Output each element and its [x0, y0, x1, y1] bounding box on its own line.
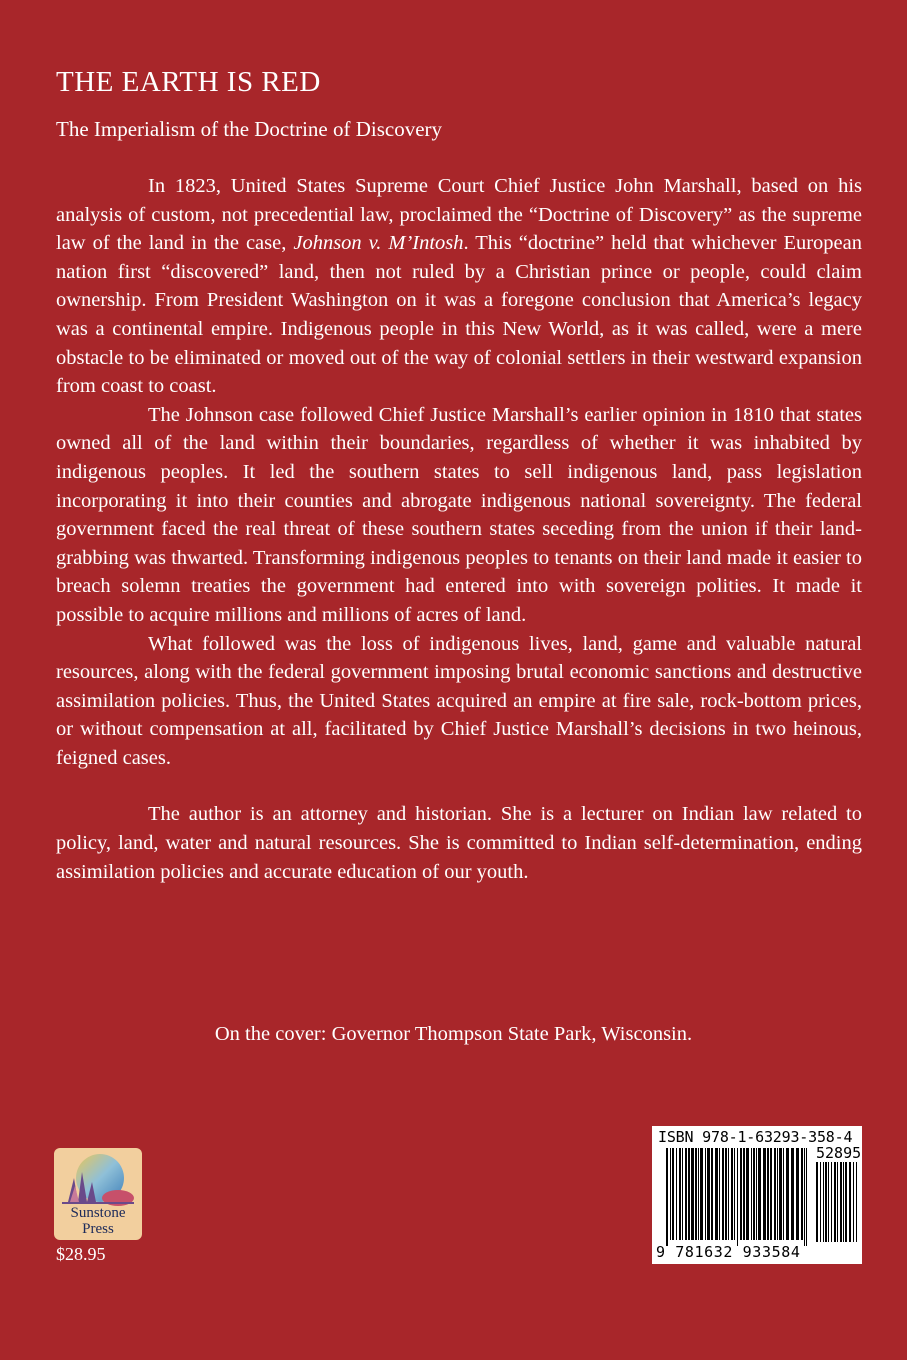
barcode-bar — [849, 1162, 851, 1242]
barcode-bar — [767, 1148, 769, 1240]
barcode-bar — [751, 1148, 752, 1240]
barcode-bar — [698, 1148, 699, 1240]
barcode-bar — [779, 1148, 782, 1240]
barcode-bar — [731, 1148, 733, 1240]
barcode-bar — [753, 1148, 755, 1240]
barcode-bar — [777, 1148, 778, 1240]
cover-photo-caption: On the cover: Governor Thompson State Park, Wisconsin. — [214, 1023, 693, 1045]
barcode-bar — [806, 1148, 807, 1246]
barcode-bar — [688, 1148, 690, 1240]
barcode-bar — [740, 1148, 742, 1240]
barcode-bar — [791, 1148, 794, 1240]
barcode-bar — [837, 1162, 838, 1242]
barcode-bar — [828, 1162, 829, 1242]
barcode-bar — [719, 1148, 720, 1240]
barcode-bar — [845, 1162, 847, 1242]
barcode-bar — [737, 1148, 738, 1246]
blurb-paragraph-1-end: . This “doctrine” held that whichever European nation first “discovered” land, then not ruled by a Christian prince or people, could claim ownership. From President Washington on it was a foregone conclusion that America’s legacy was a continental empire. Indigenous people in this New World, as it was called, were a mere obstacle to be eliminated or moved out of the way of colonial settlers in their westward expansion from coast to coast. — [56, 232, 862, 398]
barcode-bar — [676, 1148, 677, 1240]
barcode-bar — [816, 1162, 818, 1242]
author-bio: The author is an attorney and historian. She is a lecturer on Indian law related to policy, land, water and natural resources. She is committed to Indian self-determination, ending assimilation policies and accurate education of our youth. — [56, 803, 862, 883]
barcode-bar — [843, 1162, 844, 1242]
case-name: Johnson v. M’Intosh — [293, 232, 464, 255]
book-subtitle: The Imperialism of the Doctrine of Discovery — [56, 117, 443, 141]
barcode-bar — [700, 1148, 703, 1240]
price: $28.95 — [56, 1244, 106, 1264]
barcode-bar — [796, 1148, 799, 1240]
barcode-bar — [804, 1148, 805, 1246]
barcode-bar — [707, 1148, 710, 1240]
barcode-bar — [770, 1148, 772, 1240]
barcode-bar — [715, 1148, 718, 1240]
barcode-bar — [691, 1148, 694, 1240]
barcode-bar — [786, 1148, 789, 1240]
barcode-bar — [856, 1162, 857, 1242]
barcode-bar — [711, 1148, 713, 1240]
blurb-paragraph-1-start: In 1823, United States Supreme Court Chief Justice John Marshall, based on his analysis of custom, not precedential law, proclaimed the “Doctrine of Discovery” as the supreme law of the land in the case, — [56, 175, 862, 255]
barcode-bar — [666, 1148, 668, 1246]
barcode-bar — [734, 1148, 735, 1240]
barcode-bar — [695, 1148, 697, 1240]
barcode-bar — [746, 1148, 749, 1240]
publisher-name-line-2: Press — [82, 1221, 114, 1237]
barcode-bar — [758, 1148, 761, 1240]
barcode-bar — [783, 1148, 784, 1240]
blurb — [56, 172, 862, 886]
publisher-name-line-1: Sunstone — [70, 1205, 126, 1221]
barcode-bar — [682, 1148, 683, 1240]
barcode-bar — [685, 1148, 687, 1240]
barcode-bar — [756, 1148, 757, 1240]
blurb-paragraph-2: The Johnson case followed Chief Justice Marshall’s earlier opinion in 1810 that states owned all of the land within their boundaries, regardless of whether it was inhabited by indigenous peoples. It led the southern states to sell indigenous land, pass legislation incorporating it into their counties and abrogate indigenous national sovereignty. The federal government faced the real threat of these southern states seceding from the union if their land-grabbing was thwarted. Transforming indigenous peoples to tenants on their land made it easier to breach solemn treaties the government had entered into with sovereign polities. It made it possible to acquire millions and millions of acres of land. — [56, 403, 862, 626]
barcode-bar — [853, 1162, 854, 1242]
barcode-bar — [801, 1148, 803, 1240]
barcode-addon-digits: 52895 — [816, 1144, 862, 1162]
barcode-bar — [705, 1148, 706, 1240]
barcode-bar — [728, 1148, 729, 1240]
barcode-bar — [679, 1148, 681, 1240]
barcode-bar — [672, 1148, 674, 1240]
barcode-bar — [825, 1162, 827, 1242]
barcode-bar — [725, 1148, 727, 1240]
blurb-paragraph-3: What followed was the loss of indigenous lives, land, game and valuable natural resources, along with the federal government imposing brutal economic sanctions and destructive assimilation policies. Thus, the United States acquired an empire at fire sale, rock-bottom prices, or without compensation at all, facilitated by Chief Justice Marshall’s decisions in two heinous, feigned cases. — [56, 632, 862, 769]
blurb-paragraph-1 — [56, 172, 862, 401]
barcode-bar — [722, 1148, 724, 1240]
barcode-bar — [834, 1162, 836, 1242]
barcode-bar — [774, 1148, 776, 1240]
book-title: THE EARTH IS RED — [56, 66, 321, 98]
isbn-label: ISBN 978-1-63293-358-4 — [658, 1128, 853, 1146]
publisher-logo — [54, 1148, 142, 1240]
barcode-ean-digits: 9 781632 933584 — [656, 1243, 801, 1261]
barcode-bar — [840, 1162, 842, 1242]
barcode-bar — [820, 1162, 821, 1242]
barcode-bar — [670, 1148, 671, 1240]
barcode-bar — [831, 1162, 832, 1242]
isbn-barcode — [652, 1126, 862, 1264]
barcode-bar — [743, 1148, 745, 1240]
barcode-bar — [823, 1162, 824, 1242]
barcode-bar — [763, 1148, 766, 1240]
